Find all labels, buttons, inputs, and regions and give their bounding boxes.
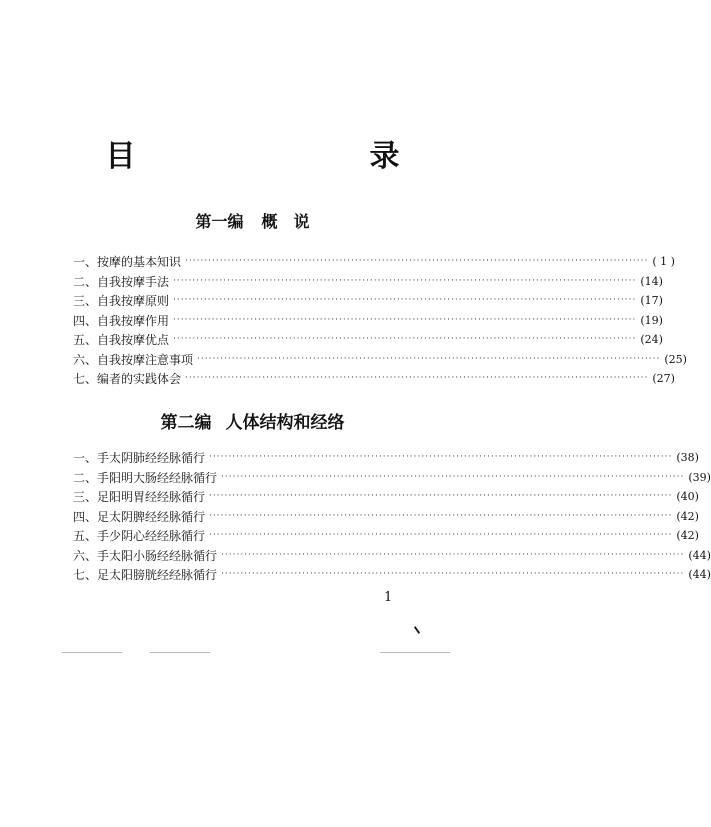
toc-entry-title: 五、手少阴心经经脉循行 (73, 529, 206, 544)
toc-leader-dots: ························································································································ (185, 256, 649, 267)
toc-leader-dots: ························································································································ (197, 353, 661, 364)
page-number: 1 (384, 590, 393, 605)
toc-leader-dots: ························································································································ (173, 275, 637, 286)
toc-entry[interactable] (73, 546, 711, 566)
toc-leader-dots: ························································································································ (209, 452, 673, 463)
toc-entry-page: (19) (640, 313, 663, 327)
toc-entry[interactable] (73, 252, 675, 272)
toc-entry[interactable] (73, 272, 663, 292)
toc-leader-dots: ························································································································ (209, 510, 673, 521)
toc-entry-page: (17) (640, 294, 663, 308)
toc-entry-page: (25) (664, 352, 687, 366)
toc-entry-title: 四、足太阴脾经经脉循行 (73, 509, 206, 524)
toc-leader-dots: ························································································································ (173, 314, 637, 325)
scan-mark (414, 626, 420, 634)
toc-entry[interactable] (73, 507, 699, 527)
toc-entry[interactable] (73, 291, 663, 311)
part1-heading (0, 209, 505, 232)
toc-entry-title: 六、自我按摩注意事项 (73, 352, 194, 367)
toc-entry[interactable] (73, 526, 699, 546)
part1-toc (73, 252, 687, 389)
toc-leader-dots: ························································································································ (209, 530, 673, 541)
toc-entry-page: (27) (652, 372, 675, 386)
toc-entry-title: 三、自我按摩原则 (73, 294, 170, 309)
toc-leader-dots: ························································································································ (221, 549, 685, 560)
part1-number: 第一编 (195, 212, 244, 231)
toc-entry[interactable] (73, 487, 699, 507)
toc-entry[interactable] (73, 369, 675, 389)
toc-entry-title: 二、自我按摩手法 (73, 274, 170, 289)
toc-entry[interactable] (73, 330, 663, 350)
toc-entry-page: (39) (688, 470, 711, 484)
toc-leader-dots: ························································································································ (173, 295, 637, 306)
toc-entry[interactable] (73, 468, 711, 488)
toc-entry-title: 四、自我按摩作用 (73, 313, 170, 328)
toc-entry-page: ( 1 ) (652, 255, 675, 269)
part2-subtitle: 人体结构和经络 (225, 413, 345, 433)
toc-entry[interactable] (73, 448, 699, 468)
toc-entry-page: (40) (676, 490, 699, 504)
scan-line-right (380, 652, 450, 653)
toc-leader-dots: ························································································································ (221, 569, 685, 580)
toc-entry-title: 一、按摩的基本知识 (73, 255, 182, 270)
part2-number: 第二编 (160, 413, 212, 433)
toc-entry-page: (24) (640, 333, 663, 347)
toc-entry-page: (42) (676, 509, 699, 523)
toc-leader-dots: ························································································································ (185, 373, 649, 384)
toc-entry[interactable] (73, 350, 687, 370)
toc-entry-page: (38) (676, 451, 699, 465)
toc-entry-page: (14) (640, 274, 663, 288)
toc-entry-title: 七、足太阳膀胱经经脉循行 (73, 568, 218, 583)
scan-line-left (62, 652, 122, 653)
toc-entry-title: 三、足阳明胃经经脉循行 (73, 490, 206, 505)
toc-entry-page: (42) (676, 529, 699, 543)
toc-leader-dots: ························································································································ (221, 471, 685, 482)
toc-entry-page: (44) (688, 568, 711, 582)
toc-leader-dots: ························································································································ (209, 491, 673, 502)
part2-toc (73, 448, 711, 585)
part1-subtitle: 概 说 (261, 212, 310, 231)
toc-entry-title: 五、自我按摩优点 (73, 333, 170, 348)
toc-entry-page: (44) (688, 548, 711, 562)
part2-heading (0, 408, 505, 433)
toc-entry-title: 七、编者的实践体会 (73, 372, 182, 387)
toc-entry[interactable] (73, 311, 663, 331)
toc-entry-title: 一、手太阴肺经经脉循行 (73, 451, 206, 466)
page-title: 目 录 (105, 139, 458, 174)
toc-entry-title: 二、手阳明大肠经经脉循行 (73, 470, 218, 485)
toc-entry[interactable] (73, 565, 711, 585)
toc-leader-dots: ························································································································ (173, 334, 637, 345)
toc-entry-title: 六、手太阳小肠经经脉循行 (73, 548, 218, 563)
scan-line-mid (150, 652, 210, 653)
